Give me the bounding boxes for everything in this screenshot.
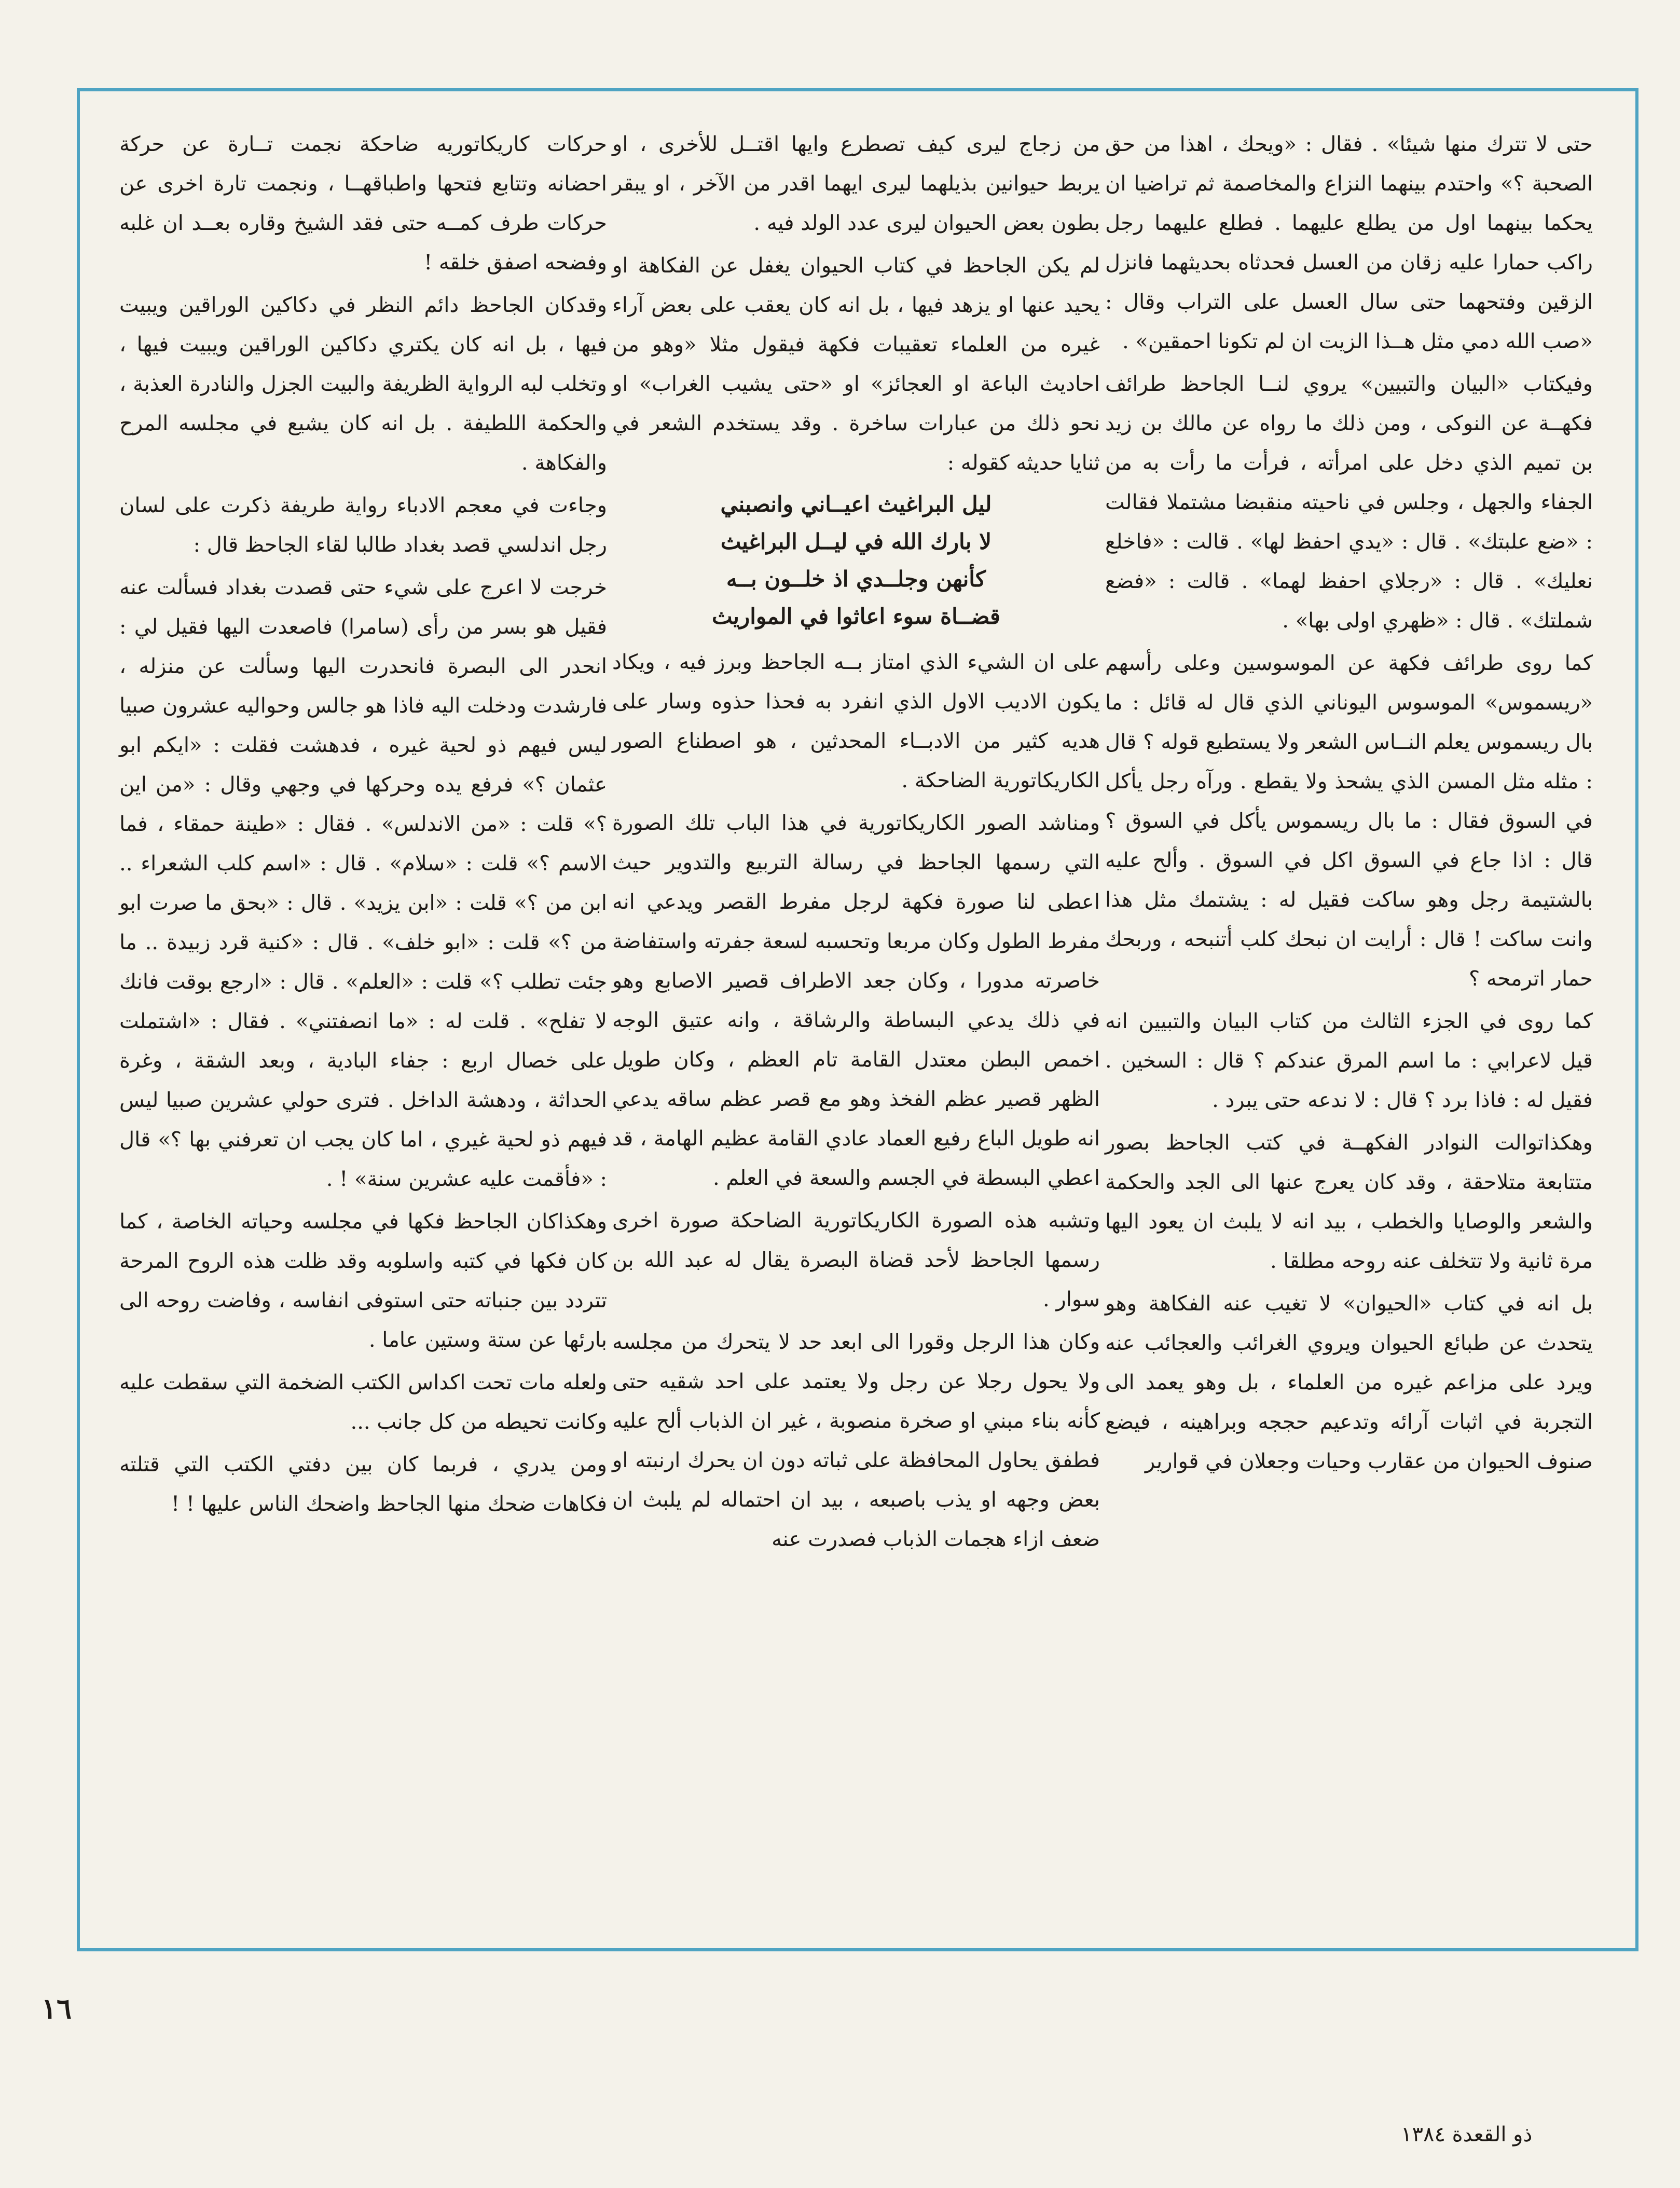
- paragraph-text: توالت النوادر الفكهــة في كتب الجاحظ بصور متتابعة متلاحقة ، وقد كان يعرج عنها الى الجد والحكمة والشعر والوصايا والخطب ، بيد انه لا يلبث ان يعود اليها مرة ثانية ولا تتخلف عنه روحه مطلقا .: [1105, 1131, 1593, 1273]
- paragraph: [612, 803, 1100, 1198]
- poem-line: ليل البراغيث اعيــاني وانصبني: [720, 491, 992, 517]
- paragraph: من زجاج ليرى كيف تصطرع وايها اقتــل للأخرى ، او يربط حيوانين بذيلهما ليرى ايهما اقدر من الآخر ، او يبقر بطون بعض الحيوان ليرى عدد الولد فيه .: [612, 132, 1100, 235]
- column-left: [119, 125, 607, 1527]
- paragraph: خرجت لا اعرج على شيء حتى قصدت بغداد فسألت عنه فقيل هو بسر من رأى (سامرا) فاصعدت اليها فقيل لي : انحدر الى البصرة فانحدرت اليها وسألت عن منزله ، فارشدت ودخلت اليه فاذا هو جالس وحواليه عشرون صبيا ليس فيهم ذو لحية غيره ، فدهشت فقلت : «ايكم ابو عثمان ؟» فرفع يده وحركها في وجهي وقال : «من اين ؟» قلت : «من الاندلس» . فقال : «طينة حمقاء ، فما الاسم ؟» قلت : «سلام» . قال : «اسم كلب الشعراء .. ابن من ؟» قلت : «ابن يزيد» . قال : «بحق ما صرت ابو من ؟» قلت : «ابو خلف» . قال : «كنية قرد زبيدة .. ما جئت تطلب ؟» قلت : «العلم» . قال : «ارجع بوقت فانك لا تفلح» . قلت له : «ما انصفتني» . فقال : «اشتملت على خصال اربع : جفاء البادية ، وبعد الشقة ، وغرة الحداثة ، ودهشة الداخل . فترى حولي عشرين صبيا ليس فيهم ذو لحية غيري ، اما كان يجب ان تعرفني بها ؟» قال : «فأقمت عليه عشرين سنة» ! .: [119, 576, 608, 1191]
- paragraph: وتشبه هذه الصورة الكاريكاتورية الضاحكة صورة اخرى رسمها الجاحظ لأحد قضاة البصرة يقال له عبد الله بن سوار .: [612, 1209, 1100, 1311]
- poem-line: كأنهن وجلــدي اذ خلــون بــه: [726, 566, 986, 592]
- paragraph-text: كان الجاحظ دائم النظر في دكاكين الوراقين ويبيت فيها ، بل انه كان يكتري دكاكين الوراقين ويبيت فيها ، وتخلب لبه الرواية الظريفة والبيت الجزل والنادرة العذبة ، والحكمة اللطيفة . بل انه كان يشيع في مجلسه المرح والفكاهة .: [119, 293, 607, 475]
- paragraph: حركات كاريكاتوريه ضاحكة نجمت تــارة عن حركة احضانه وتتابع فتحها واطباقهــا ، ونجمت تارة اخرى عن حركات طرف كمــه حتى فقد الشيخ وقاره بعــد ان غلبه وفضحه اصفق خلقه !: [119, 132, 607, 275]
- column-middle: [612, 125, 1100, 1562]
- paragraph: كما روى في الجزء الثالث من كتاب البيان والتبيين انه قيل لاعرابي : ما اسم المرق عندكم ؟ قال : السخين . فقيل له : فاذا برد ؟ قال : لا ندعه حتى يبرد .: [1105, 1009, 1593, 1112]
- decorative-initial: وقد: [576, 293, 607, 317]
- paragraph: [119, 1202, 607, 1360]
- decorative-initial: وفي: [1566, 372, 1593, 396]
- paragraph: ومن يدري ، فربما كان بين دفتي الكتب التي قتلته فكاهات ضحك منها الجاحظ واضحك الناس عليها ! !: [119, 1453, 607, 1516]
- decorative-initial: وهكذا: [1544, 1131, 1593, 1155]
- paragraph: [1105, 364, 1593, 640]
- poem-line: لا بارك الله في ليــل البراغيث: [720, 529, 992, 554]
- decorative-initial: وهكذا: [558, 1210, 607, 1234]
- paragraph: وجاءت في معجم الادباء رواية طريفة ذكرت على لسان رجل اندلسي قصد بغداد طالبا لقاء الجاحظ قال :: [119, 494, 607, 557]
- poem-line: قضــاة سوء اعاثوا في المواريث: [711, 604, 1001, 629]
- column-right: [1105, 125, 1593, 1484]
- paragraph: على ان الشيء الذي امتاز بــه الجاحظ وبرز فيه ، ويكاد يكون الاديب الاول الذي انفرد به فحذا حذوه وسار على هديه كثير من الادبــاء المحدثين ، هو اصطناع الصور الكاريكاتورية الضاحكة .: [612, 650, 1100, 792]
- paragraph: بل انه في كتاب «الحيوان» لا تغيب عنه الفكاهة وهو يتحدث عن طبائع الحيوان ويروي الغرائب والعجائب عنه ويرد على مزاعم غيره من العلماء ، بل وهو يعمد الى التجربة في اثبات آرائه وتدعيم حججه وبراهينه ، فيضع صنوف الحيوان من عقارب وحيات وجعلان في قوارير: [1105, 1292, 1593, 1473]
- paragraph-text: كان الجاحظ فكها في مجلسه وحياته الخاصة ، كما كان فكها في كتبه واسلوبه وقد ظلت هذه الروح المرحة تتردد بين جنباته حتى استوفى انفاسه ، وفاضت روحه الى بارئها عن ستة وستين عاما .: [119, 1210, 608, 1352]
- page-number: ١٦: [42, 1992, 72, 2025]
- decorative-initial: ومن: [1072, 811, 1100, 835]
- paragraph: [119, 285, 607, 483]
- paragraph: [1105, 1123, 1593, 1281]
- paragraph-text: كتاب «البيان والتبيين» يروي لنــا الجاحظ طرائف فكهــة عن النوكى ، ومن ذلك ما رواه عن مالك بن زيد بن تميم الذي دخل على امرأته ، فرأت ما رأت به من الجفاء والجهل ، وجلس في ناحيته منقبضا مشتملا فقالت : «ضع علبتك» . قال : «يدي احفظ لها» . قالت : «فاخلع نعليك» . قال : «رجلاي احفظ لهما» . قالت : «فضع شملتك» . قال : «ظهري اولى بها» .: [1105, 372, 1593, 633]
- paragraph: كما روى طرائف فكهة عن الموسوسين وعلى رأسهم «ريسموس» الموسوس اليوناني الذي قال له قائل : ما بال ريسموس يعلم النــاس الشعر ولا يستطيع قوله ؟ قال : مثله مثل المسن الذي يشحذ ولا يقطع . ورآه رجل يأكل في السوق فقال : ما بال ريسموس يأكل في السوق ؟ قال : اذا جاع في السوق اكل في السوق . وألح عليه بالشتيمة رجل وهو ساكت فقيل له : يشتمك مثل هذا وانت ساكت ! قال : أرايت ان نبحك كلب أتنبحه ، وربحك حمار اترمحه ؟: [1105, 651, 1593, 991]
- footer-date: ذو القعدة ١٣٨٤: [1401, 2123, 1533, 2146]
- paragraph: لم يكن الجاحظ في كتاب الحيوان يغفل عن الفكاهة او يحيد عنها او يزهد فيها ، بل انه كان يعقب على بعض آراء غيره من العلماء تعقيبات فكهة فيقول مثلا «وهو من احاديث الباعة او العجائز» او «حتى يشيب الغراب» او نحو ذلك من عبارات ساخرة . وقد يستخدم الشعر في ثنايا حديثه كقوله :: [612, 254, 1100, 475]
- paragraph: حتى لا تترك منها شيئا» . فقال : «ويحك ، اهذا من حق الصحبة ؟» واحتدم بينهما النزاع والمخاصمة ثم تراضيا ان يحكما بينهما اول من يطلع عليهما . فطلع عليهما رجل راكب حمارا عليه زقان من العسل فحدثاه بحديثهما فانزل الزقين وفتحهما حتى سال العسل على التراب وقال : «صب الله دمي مثل هــذا الزيت ان لم تكونا احمقين» .: [1105, 132, 1593, 353]
- poem: [612, 486, 1100, 635]
- paragraph-text: اشد الصور الكاريكاتورية في هذا الباب تلك الصورة التي رسمها الجاحظ في رسالة التربيع والتدوير حيث اعطى لنا صورة فكهة لرجل مفرط القصر ويدعي انه مفرط الطول وكان مربعا وتحسبه لسعة جفرته واستفاضة خاصرته مدورا ، وكان جعد الاطراف قصير الاصابع وهو في ذلك يدعي البساطة والرشاقة ، وانه عتيق الوجه اخمص البطن معتدل القامة تام العظم ، وكان طويل الظهر قصير عظم الفخذ وهو مع قصر عظم ساقه يدعي انه طويل الباع رفيع العماد عادي القامة عظيم الهامة ، قد اعطي البسطة في الجسم والسعة في العلم .: [612, 811, 1100, 1190]
- paragraph: وكان هذا الرجل وقورا الى ابعد حد لا يتحرك من مجلسه ولا يحول رجلا عن رجل ولا يعتمد على احد شقيه حتى كأنه بناء مبني او صخرة منصوبة ، غير ان الذباب ألح عليه فطفق يحاول المحافظة على ثباته دون ان يحرك ارنبته او بعض وجهه او يذب باصبعه ، بيد ان احتماله لم يلبث ان ضعف ازاء هجمات الذباب فصدرت عنه: [612, 1330, 1100, 1551]
- paragraph: ولعله مات تحت اكداس الكتب الضخمة التي سقطت عليه وكانت تحيطه من كل جانب ...: [119, 1371, 607, 1434]
